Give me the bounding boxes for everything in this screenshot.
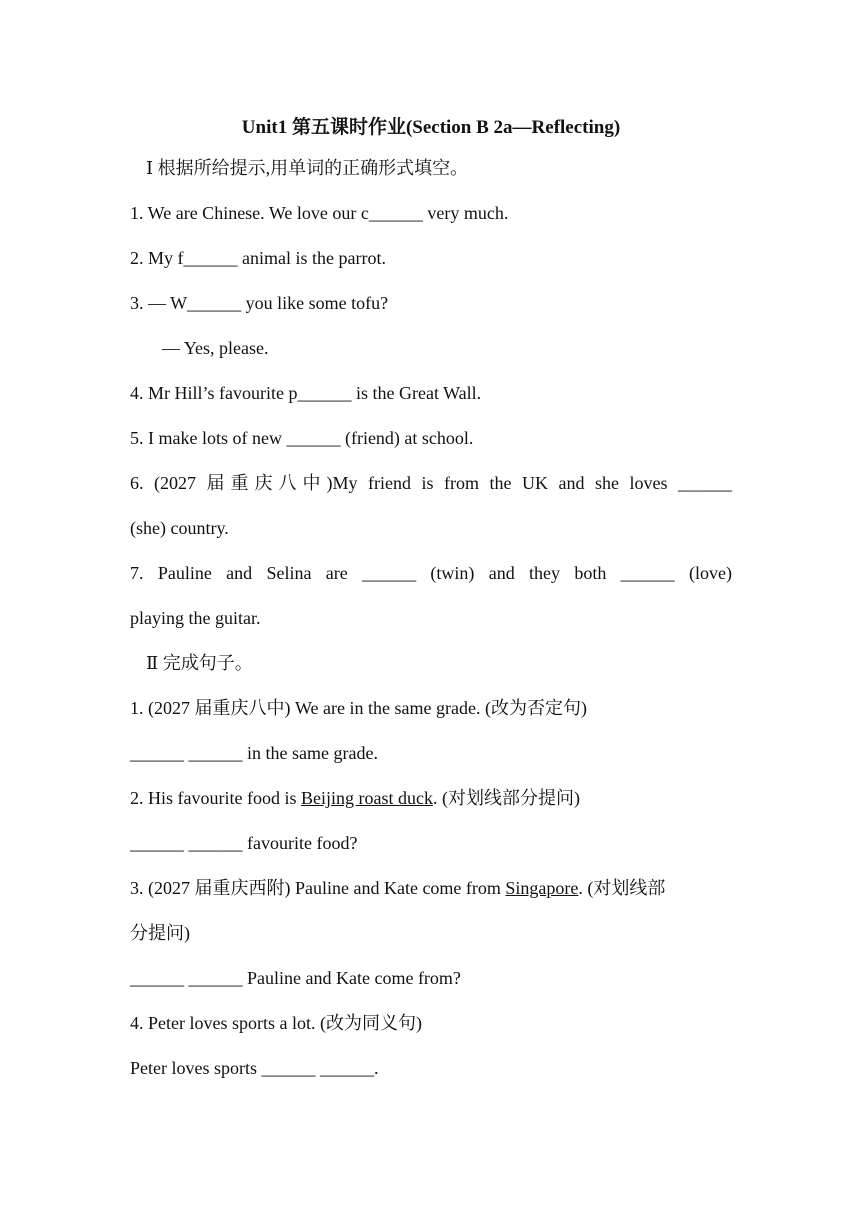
exercise-1-item-7: 7. Pauline and Selina are ______ (twin) and they both ______ (love): [130, 563, 732, 583]
exercise-1-item-5: 5. I make lots of new ______ (friend) at school.: [130, 428, 474, 448]
worksheet-page: [130, 110, 732, 1091]
exercise-1-item-2: 2. My f______ animal is the parrot.: [130, 248, 386, 268]
page-title: Unit1 第五课时作业(Section B 2a—Reflecting): [241, 117, 621, 138]
exercise-2-answer-1: ______ ______ in the same grade.: [130, 743, 378, 763]
exercise-1-item-6-cont: (she) country.: [130, 518, 229, 538]
question-2-instruction: . (对划线部分提问): [432, 788, 580, 808]
underlined-phrase: Beijing roast duck: [300, 788, 433, 808]
exercise-1-item-4: 4. Mr Hill’s favourite p______ is the Great Wall.: [130, 383, 482, 403]
exercise-1-item-3: 3. — W______ you like some tofu?: [130, 293, 389, 313]
exercise-2-question-4: 4. Peter loves sports a lot. (改为同义句): [130, 1013, 422, 1033]
exercise-1-item-7-cont: playing the guitar.: [130, 608, 261, 628]
exercise-2-answer-2: ______ ______ favourite food?: [130, 833, 358, 853]
exercise-1-item-3-reply: — Yes, please.: [162, 338, 269, 358]
question-3-text: 3. (2027 届重庆西附) Pauline and Kate come from: [130, 878, 506, 898]
exercise-2-question-3: [130, 866, 732, 911]
exercise-2-question-1: 1. (2027 届重庆八中) We are in the same grade. (改为否定句): [130, 698, 587, 718]
exercise-2-question-3-cont: 分提问): [130, 923, 190, 943]
section-2-heading: Ⅱ 完成句子。: [146, 653, 253, 673]
exercise-1-item-6: 6. (2027 届重庆八中)My friend is from the UK and she loves ______: [130, 473, 732, 493]
exercise-2-answer-4: Peter loves sports ______ ______.: [130, 1058, 379, 1078]
exercise-2-answer-3: ______ ______ Pauline and Kate come from?: [130, 968, 461, 988]
underlined-word: Singapore: [505, 878, 579, 898]
section-1-heading: Ⅰ 根据所给提示,用单词的正确形式填空。: [146, 158, 469, 178]
exercise-2-question-2: [130, 776, 732, 821]
exercise-1-item-1: 1. We are Chinese. We love our c______ very much.: [130, 203, 509, 223]
question-2-text: 2. His favourite food is: [130, 788, 301, 808]
question-3-instruction: . (对划线部: [578, 878, 666, 898]
